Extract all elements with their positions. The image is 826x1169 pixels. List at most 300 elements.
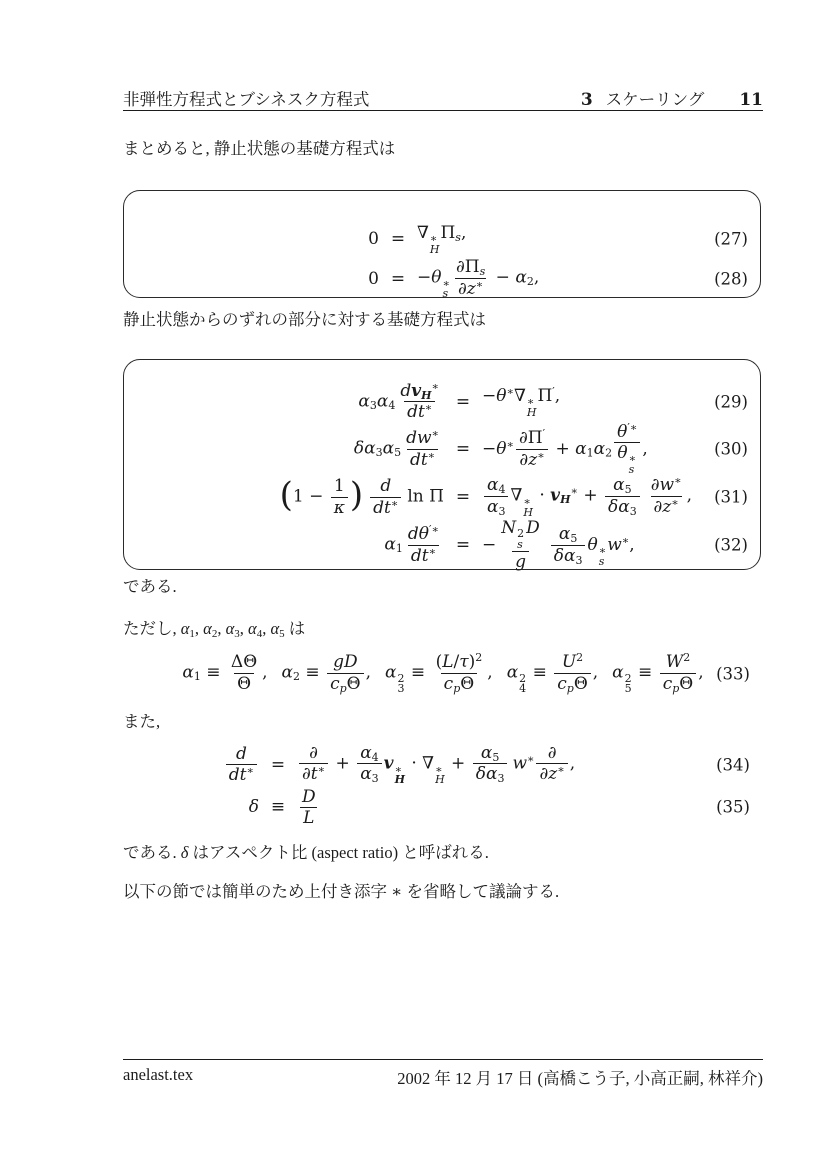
- math-token: 2: [293, 670, 301, 684]
- math-token: である.: [123, 843, 181, 862]
- math-token: 3: [497, 772, 505, 786]
- math-token: p: [672, 681, 680, 695]
- math-token: d: [235, 743, 247, 764]
- math-token: · ∇: [405, 753, 435, 774]
- math-token: Π: [537, 385, 553, 406]
- math-token: α: [487, 496, 499, 517]
- math-token: α: [506, 662, 519, 683]
- math-token: θ: [496, 438, 507, 459]
- subscript: s: [517, 537, 523, 551]
- math-token: α: [384, 534, 396, 555]
- equation-lhs: [368, 269, 379, 289]
- math-token: c: [557, 673, 567, 694]
- math-token: ln Π: [407, 486, 444, 507]
- equation-rhs: [417, 223, 466, 255]
- header-page-number: 11: [739, 90, 763, 110]
- fraction-numerator: [556, 525, 580, 544]
- fraction-numerator: [299, 788, 319, 807]
- math-token: ∗: [390, 496, 399, 510]
- math-token: 5: [279, 627, 285, 640]
- math-token: はアスペクト比 (aspect ratio) と呼ばれる.: [188, 843, 489, 862]
- math-token: ∇: [513, 385, 526, 406]
- equation-relation: =: [455, 391, 471, 412]
- math-token: α: [385, 662, 397, 683]
- equation-box-static-state: [123, 190, 761, 301]
- equation-rhs: [482, 476, 692, 518]
- equation-row: [124, 420, 760, 476]
- math-token: α: [358, 391, 370, 412]
- math-token: は: [284, 619, 306, 638]
- equation-rhs: [482, 420, 648, 476]
- math-token: τ: [459, 652, 469, 673]
- math-token: ,: [487, 662, 493, 683]
- fraction: [405, 525, 442, 565]
- math-token: θ: [617, 421, 628, 442]
- math-token: 5: [492, 750, 500, 764]
- math-token: 3: [629, 504, 637, 518]
- equation-33: [123, 648, 763, 700]
- math-token: 3: [375, 446, 383, 460]
- superscript: ∗: [429, 232, 438, 246]
- math-token: −: [482, 438, 497, 459]
- equation-rhs: [482, 386, 560, 418]
- supsub-stack: [523, 497, 533, 518]
- math-token: v: [383, 753, 394, 774]
- header-section-number: 3: [580, 90, 593, 110]
- equation-row: [124, 258, 760, 300]
- math-token: 5: [394, 446, 402, 460]
- math-token: D: [526, 517, 540, 538]
- fraction-denominator: [404, 401, 435, 421]
- footer-filename: anelast.tex: [123, 1065, 194, 1084]
- math-token: 1: [193, 670, 201, 684]
- footer-date-authors: 2002 年 12 月 17 日 (高橋こう子, 小高正嗣, 林祥介): [397, 1069, 763, 1088]
- math-token: ただし,: [123, 619, 181, 638]
- math-token: 0: [368, 229, 379, 250]
- math-token: ′: [552, 384, 555, 398]
- fraction-denominator: [370, 497, 401, 517]
- superscript: 2: [624, 671, 632, 685]
- fraction: [614, 420, 640, 476]
- math-token: α: [382, 438, 395, 459]
- equation-lhs: [354, 429, 444, 469]
- fraction-numerator: [559, 653, 586, 672]
- math-token: −: [482, 385, 497, 406]
- math-token: δα: [475, 764, 498, 785]
- fraction-numerator: [331, 477, 348, 496]
- equation-lhs: [384, 525, 444, 565]
- paragraph-dearu: である.: [123, 577, 177, 596]
- fraction-numerator: [403, 429, 442, 448]
- math-token: α: [360, 743, 372, 763]
- fraction: [605, 476, 640, 516]
- math-token: 1: [586, 446, 594, 460]
- fraction-numerator: [233, 745, 250, 764]
- fraction-denominator: [455, 278, 486, 298]
- fraction-numerator: [498, 519, 543, 551]
- header-right-group: [581, 86, 763, 110]
- fraction-numerator: [484, 476, 508, 495]
- superscript: ∗: [628, 452, 637, 466]
- math-token: /: [453, 652, 460, 673]
- math-token: c: [330, 673, 340, 694]
- fraction-denominator: [605, 496, 640, 516]
- math-token: 5: [624, 483, 632, 497]
- math-token: ∗: [506, 384, 514, 398]
- math-token: p: [453, 681, 461, 695]
- math-token: 3: [371, 772, 379, 786]
- math-token: ·: [533, 485, 551, 506]
- math-token: ∂: [519, 449, 529, 470]
- fraction: [228, 653, 260, 693]
- math-token: ≡: [527, 662, 553, 683]
- math-token: ∗: [506, 437, 514, 451]
- fraction-numerator: [478, 744, 502, 763]
- fraction: [331, 477, 348, 517]
- math-token: α: [180, 619, 190, 638]
- math-token: (: [435, 652, 443, 673]
- fraction-denominator: [614, 442, 640, 475]
- fraction: [397, 379, 442, 423]
- page-header: [123, 86, 763, 110]
- subscript: 3: [397, 682, 405, 696]
- math-token: δα: [353, 438, 376, 459]
- math-token: ∂Π: [518, 428, 543, 449]
- fraction-denominator: [407, 449, 438, 469]
- fraction: [498, 519, 543, 572]
- equation-number: (35): [716, 797, 750, 817]
- equation-relation: ≡: [270, 797, 286, 818]
- math-token: ,: [239, 619, 249, 638]
- math-token: ,: [569, 753, 576, 774]
- math-token: 1: [395, 542, 403, 556]
- math-token: s: [479, 265, 486, 279]
- math-token: 3: [234, 627, 240, 640]
- math-token: ,: [642, 438, 648, 459]
- equation-33-body: [182, 653, 703, 695]
- fraction-denominator: [327, 673, 364, 693]
- fraction-numerator: [433, 653, 486, 672]
- math-token: L: [442, 652, 454, 673]
- fraction-denominator: [551, 545, 586, 565]
- supsub-stack: [599, 546, 606, 567]
- math-token: δ: [248, 797, 259, 818]
- fraction: [648, 476, 685, 516]
- fraction-numerator: [377, 477, 394, 496]
- math-token: ,: [217, 619, 226, 638]
- math-token: 1: [333, 476, 345, 497]
- math-token: ,: [686, 485, 692, 506]
- math-token: ∗: [557, 763, 565, 777]
- equation-lhs: [224, 745, 259, 785]
- math-token: d: [400, 381, 412, 401]
- math-token: ∂: [547, 743, 557, 763]
- supsub-stack: [394, 762, 405, 787]
- math-token: dt: [373, 497, 391, 518]
- paragraph-aspect-ratio: [123, 843, 489, 864]
- fraction-numerator: [614, 420, 640, 442]
- superscript: 2: [517, 527, 525, 541]
- fraction: [473, 744, 508, 784]
- math-token: N: [501, 517, 517, 538]
- math-token: g: [515, 552, 526, 573]
- superscript: ∗: [526, 395, 535, 409]
- math-token: ′∗: [429, 523, 439, 537]
- superscript: ∗: [442, 277, 450, 291]
- math-token: 4: [371, 750, 379, 764]
- math-token: δ: [180, 843, 189, 862]
- supsub-stack: [624, 671, 632, 696]
- equation-lhs: [368, 229, 379, 249]
- fraction-denominator: [441, 673, 478, 693]
- equation-number: (27): [714, 229, 748, 249]
- equation-number: (32): [714, 535, 748, 555]
- equation-row: [123, 788, 763, 828]
- fraction: [660, 653, 697, 693]
- math-token: ,: [698, 662, 704, 683]
- fraction: [299, 744, 328, 784]
- math-token: ∂: [309, 743, 318, 763]
- math-token: κ: [333, 497, 345, 518]
- fraction-denominator: [299, 763, 328, 783]
- fraction-denominator: [536, 763, 567, 783]
- math-token: ∗: [431, 427, 439, 441]
- math-token: +: [445, 753, 471, 774]
- math-token: ≡: [200, 662, 226, 683]
- math-token: ∂: [650, 475, 660, 496]
- math-token: w: [512, 753, 527, 774]
- math-token: dt: [409, 449, 428, 470]
- supsub-stack: [430, 234, 440, 255]
- math-token: ∂Π: [455, 257, 480, 278]
- math-token: Θ: [237, 673, 251, 694]
- fraction: [551, 525, 586, 565]
- math-token: +: [330, 753, 356, 774]
- math-token: ∗: [317, 763, 326, 777]
- math-token: 3: [575, 553, 583, 567]
- math-token: ∗: [427, 448, 436, 462]
- subscript: H: [394, 773, 405, 787]
- math-token: H: [421, 388, 432, 402]
- fraction: [226, 745, 257, 785]
- math-token: ∗: [537, 448, 545, 462]
- paragraph-tadashi-alphas: [123, 619, 305, 640]
- fraction: [370, 477, 401, 517]
- fraction-denominator: [516, 449, 547, 469]
- equation-relation: =: [390, 269, 406, 290]
- math-token: dt: [407, 402, 425, 423]
- header-rule: [123, 110, 763, 111]
- fraction: [554, 653, 591, 693]
- math-token: L: [303, 807, 315, 828]
- equation-relation: =: [390, 229, 406, 250]
- fraction-denominator: [331, 497, 348, 517]
- math-token: ′∗: [627, 420, 638, 434]
- math-token: ∗: [671, 495, 679, 509]
- equation-lhs: [249, 797, 259, 817]
- header-document-title: 非弾性方程式とブシネスク方程式: [123, 91, 370, 109]
- fraction-numerator: [648, 476, 685, 495]
- fraction: [357, 744, 381, 784]
- math-token: Π: [440, 223, 456, 243]
- fraction-numerator: [306, 744, 321, 763]
- superscript: 2: [519, 671, 527, 685]
- math-token: θ: [617, 443, 628, 464]
- math-token: ,: [262, 619, 271, 638]
- fraction: [453, 258, 488, 298]
- math-token: 2: [576, 651, 584, 665]
- math-token: t: [310, 764, 318, 785]
- math-token: α: [575, 438, 587, 459]
- math-token: α: [613, 475, 625, 496]
- supsub-stack: [443, 279, 450, 300]
- math-token: ,: [592, 662, 599, 683]
- equation-number: (30): [714, 439, 748, 459]
- equation-number: (31): [714, 487, 748, 507]
- fraction-denominator: [554, 673, 591, 693]
- superscript: ∗: [598, 544, 607, 558]
- supsub-stack: [519, 671, 527, 696]
- math-token: ∇: [417, 223, 429, 243]
- fraction-numerator: [663, 653, 693, 672]
- math-token: Θ: [346, 673, 361, 694]
- fraction-denominator: [484, 496, 508, 516]
- math-token: α: [360, 764, 372, 785]
- supsub-stack: [629, 454, 636, 475]
- math-token: +: [577, 485, 604, 506]
- math-token: ′: [542, 427, 546, 441]
- math-token: v: [411, 381, 422, 401]
- equation-number-33: (33): [716, 664, 750, 684]
- math-token: gD: [333, 652, 358, 673]
- math-token: ≡: [632, 662, 658, 683]
- equation-relation: =: [270, 754, 286, 775]
- math-token: H: [560, 493, 571, 507]
- math-token: 3: [369, 399, 377, 413]
- math-token: w: [659, 475, 675, 496]
- equation-row: [124, 379, 760, 423]
- math-token: α: [515, 267, 527, 288]
- supsub-stack: [517, 529, 524, 550]
- math-token: −: [417, 267, 432, 288]
- equation-lhs: [358, 379, 444, 423]
- math-token: ΔΘ: [230, 652, 258, 673]
- equation-relation: =: [455, 439, 471, 460]
- math-token: ∗: [475, 277, 484, 291]
- fraction-denominator: [300, 807, 317, 827]
- math-token: δα: [553, 545, 576, 566]
- fraction-numerator: [397, 379, 442, 402]
- fraction-numerator: [405, 525, 442, 544]
- math-token: θ: [587, 534, 598, 555]
- math-token: c: [662, 673, 673, 694]
- math-token: D: [302, 786, 316, 807]
- math-token: 2: [683, 651, 691, 665]
- equation-row: [124, 223, 760, 255]
- equation-row: [124, 476, 760, 518]
- math-token: α: [480, 743, 493, 763]
- equation-rhs: [297, 744, 575, 786]
- math-token: c: [443, 673, 454, 694]
- equation-lhs: [280, 477, 444, 517]
- math-token: θ: [496, 385, 507, 406]
- subscript: H: [435, 773, 445, 787]
- header-section-title: スケーリング: [605, 91, 705, 109]
- math-token: α: [281, 662, 294, 683]
- fraction-denominator: [226, 764, 257, 784]
- math-token: dθ: [407, 524, 430, 545]
- math-token: ∗: [431, 379, 439, 393]
- math-token: ≡: [300, 662, 326, 683]
- fraction-denominator: [512, 551, 529, 571]
- paragraph-summary-intro: まとめると, 静止状態の基礎方程式は: [123, 139, 396, 158]
- math-token: ,: [554, 385, 561, 406]
- fraction-denominator: [234, 673, 254, 693]
- math-token: s: [455, 230, 461, 244]
- paragraph-deviation-intro: 静止状態からのずれの部分に対する基礎方程式は: [123, 310, 486, 329]
- superscript: ∗: [435, 762, 443, 776]
- subscript: 5: [624, 682, 632, 696]
- fraction-numerator: [357, 744, 381, 763]
- math-token: 4: [388, 399, 396, 413]
- superscript: 2: [397, 671, 405, 685]
- fraction: [484, 476, 508, 516]
- math-token: Θ: [679, 673, 694, 694]
- fraction-denominator: [408, 545, 439, 565]
- math-token: ∇: [510, 485, 523, 506]
- math-token: ∗: [570, 484, 578, 498]
- math-token: 2: [211, 627, 218, 640]
- math-token: ∗: [246, 764, 254, 778]
- math-token: d: [380, 476, 392, 497]
- math-token: 2: [475, 651, 483, 665]
- subscript: H: [526, 405, 537, 419]
- subscript: H: [429, 242, 440, 256]
- math-token: ,: [460, 223, 467, 243]
- math-token: α: [182, 662, 194, 683]
- math-token: −: [490, 267, 516, 288]
- math-token: 5: [570, 532, 578, 546]
- subscript: 4: [519, 682, 527, 696]
- subscript: s: [628, 462, 635, 476]
- math-token: Θ: [573, 673, 588, 694]
- fraction-numerator: [610, 476, 634, 495]
- math-token: Θ: [460, 673, 475, 694]
- math-token: 4: [498, 483, 506, 497]
- equation-number: (28): [714, 269, 748, 289]
- math-token: ,: [629, 534, 635, 555]
- fraction-denominator: [473, 763, 508, 786]
- subscript: H: [523, 505, 533, 519]
- math-token: 2: [605, 446, 613, 460]
- math-token: z: [528, 449, 538, 470]
- math-token: ∂: [458, 278, 467, 299]
- math-token: +: [550, 438, 576, 459]
- math-token: ∗: [424, 401, 433, 415]
- math-token: α: [593, 438, 606, 459]
- math-token: α: [487, 475, 499, 496]
- fraction: [433, 653, 486, 693]
- equation-rhs: [482, 519, 635, 572]
- fraction: [536, 744, 567, 784]
- fraction: [516, 429, 548, 469]
- fraction-numerator: [545, 744, 560, 763]
- math-token: w: [607, 534, 622, 555]
- math-token: ,: [365, 662, 372, 683]
- fraction: [299, 788, 319, 828]
- math-token: ∗: [527, 752, 535, 766]
- math-token: α: [558, 524, 571, 545]
